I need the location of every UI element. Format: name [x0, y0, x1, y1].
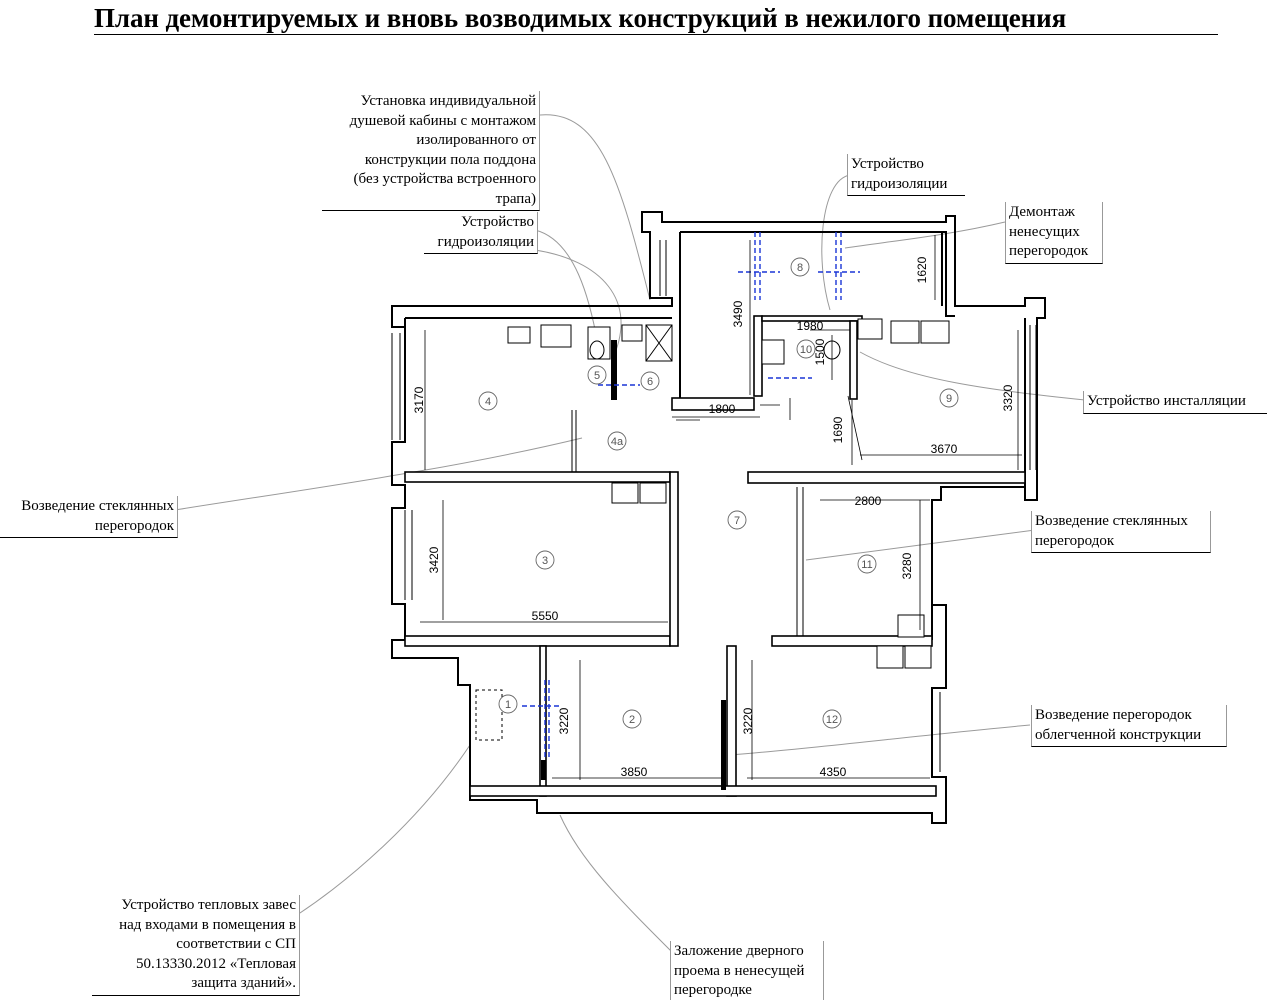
dimension-label: 1800: [708, 402, 736, 416]
fixture-washer-icon: [508, 327, 530, 343]
note-waterproofing-left: Устройство гидроизоляции: [424, 212, 538, 254]
door-closing-room1: [541, 760, 546, 780]
shower-wall-fill: [611, 340, 617, 400]
room-number: 11: [861, 559, 873, 571]
fixture-curtain-room1-icon: [476, 690, 502, 740]
fixtures: [476, 319, 949, 740]
note-door-opening-closing: Заложение дверного проема в ненесущей перегородке: [670, 941, 824, 1000]
window-room9: [1030, 325, 1036, 470]
window-room8: [660, 240, 666, 296]
glass-partitions: [392, 240, 1036, 772]
fixture-cabinet-room9-icon: [858, 319, 882, 339]
room-number: 8: [796, 262, 804, 274]
leader-shower: [540, 115, 650, 300]
leader-glass-right: [806, 530, 1035, 560]
window-room3: [405, 510, 412, 600]
room-number: 7: [733, 515, 741, 527]
dimension-label: 3850: [620, 765, 648, 779]
dimension-label: 3490: [731, 300, 745, 328]
wall-room4-room3: [405, 472, 670, 482]
drawing-title: План демонтируемых и вновь возводимых конструкций в нежилого помещения: [94, 2, 1218, 35]
note-demolition: Демонтаж ненесущих перегородок: [1005, 202, 1103, 264]
demolished-partitions: [522, 232, 860, 760]
room-number: 1: [504, 699, 512, 711]
wall-room10-room9: [850, 321, 857, 399]
fixture-sink-room3a-icon: [612, 483, 638, 503]
demolished-room8-right: [836, 232, 841, 300]
dimension-label: 3420: [427, 546, 441, 574]
dimension-label: 3320: [1001, 384, 1015, 412]
window-room4: [392, 333, 400, 440]
fixture-sink-room12a-icon: [877, 646, 903, 668]
wall-room3-corridor: [670, 472, 678, 646]
room-number: 6: [646, 376, 654, 388]
door-closing-fill: [721, 700, 726, 790]
fixture-sink-room9a-icon: [891, 321, 919, 343]
south-wall-inner: [470, 786, 936, 796]
room-number: 5: [593, 370, 601, 382]
fixture-sink-room9b-icon: [921, 321, 949, 343]
wall-room2-room12: [727, 646, 736, 796]
wall-room9-room11: [748, 472, 1025, 483]
glass-room11: [797, 487, 803, 636]
dimension-label: 4350: [819, 765, 847, 779]
glass-room4a: [572, 410, 576, 472]
fixture-sink-room4-icon: [541, 325, 571, 347]
dimension-label: 3670: [930, 442, 958, 456]
room-number: 2: [628, 714, 636, 726]
demolished-room8-left: [755, 232, 760, 300]
dimension-label: 1690: [831, 416, 845, 444]
dimension-label: 3170: [412, 386, 426, 414]
dimension-label: 1620: [915, 256, 929, 284]
wall-room8-room10: [754, 316, 762, 396]
leader-light-partitions: [730, 725, 1030, 755]
leader-installation: [860, 352, 1085, 400]
window-room12: [932, 692, 940, 772]
room-number: 10: [799, 344, 813, 356]
fixture-sink-room10-icon: [762, 340, 784, 364]
note-waterproofing-top: Устройство гидроизоляции: [847, 154, 965, 196]
dimension-label: 3220: [741, 707, 755, 735]
room-number: 9: [945, 393, 953, 405]
leader-door-closing: [560, 815, 672, 952]
dimension-label: 2800: [854, 494, 882, 508]
room-number: 12: [825, 714, 839, 726]
room-number: 4а: [610, 436, 624, 448]
dimension-label: 5550: [531, 609, 559, 623]
leader-demolition: [845, 222, 1005, 248]
fixture-sink-room3b-icon: [640, 483, 666, 503]
dimension-label: 1500: [813, 338, 827, 366]
fixture-cabinet-room6-icon: [622, 325, 642, 341]
note-shower-cabin: Установка индивидуальной душевой кабины с монтажом изолированного от конструкции пола поддона (без устройства встроенного трапа): [322, 91, 540, 211]
room-number: 4: [484, 396, 492, 408]
dimension-label: 3220: [557, 707, 571, 735]
leader-lines: [175, 115, 1085, 952]
wall-room3-room2: [405, 636, 670, 646]
demolished-room1: [545, 680, 549, 760]
fixture-sink-room12b-icon: [905, 646, 931, 668]
note-installation: Устройство инсталляции: [1083, 391, 1267, 414]
note-glass-partitions-left: Возведение стеклянных перегородок: [0, 496, 178, 538]
leader-thermal-curtains: [297, 745, 470, 915]
dimension-label: 1980: [796, 319, 824, 333]
note-light-partitions: Возведение перегородок облегченной конструкции: [1031, 705, 1227, 747]
room-number: 3: [541, 555, 549, 567]
dimension-label: 3280: [900, 552, 914, 580]
note-glass-partitions-right: Возведение стеклянных перегородок: [1031, 511, 1211, 553]
note-thermal-curtains: Устройство тепловых завес над входами в помещения в соответствии с СП 50.13330.2012 «Тепловая защита зданий».: [92, 895, 300, 996]
walls: [392, 212, 1045, 823]
